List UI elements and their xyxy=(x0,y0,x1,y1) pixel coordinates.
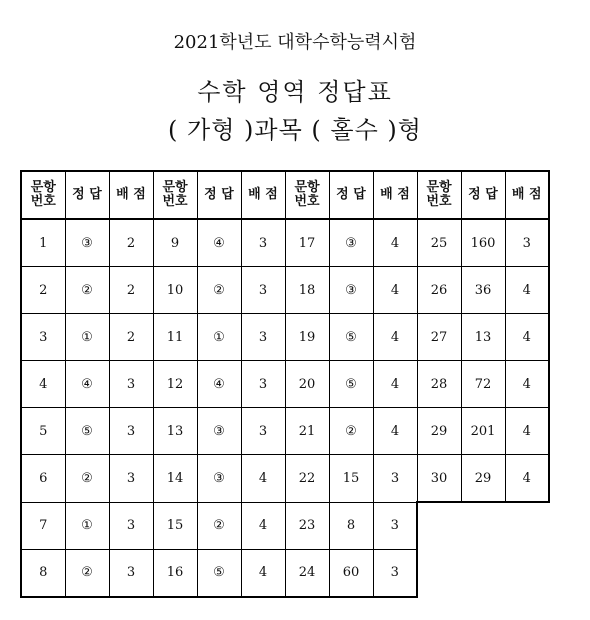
question-number: 26 xyxy=(417,267,461,314)
header-answer: 정 답 xyxy=(461,171,505,219)
question-number: 16 xyxy=(153,549,197,597)
correct-answer: ④ xyxy=(197,219,241,267)
question-number: 29 xyxy=(417,408,461,455)
correct-answer: ③ xyxy=(197,408,241,455)
question-number: 10 xyxy=(153,267,197,314)
empty-cell xyxy=(461,502,505,549)
question-number: 18 xyxy=(285,267,329,314)
empty-cell xyxy=(505,549,549,597)
correct-answer: ② xyxy=(65,455,109,503)
score-value: 4 xyxy=(241,549,285,597)
question-number: 17 xyxy=(285,219,329,267)
question-number: 24 xyxy=(285,549,329,597)
correct-answer: ③ xyxy=(197,455,241,503)
question-number: 4 xyxy=(21,361,65,408)
correct-answer: ⑤ xyxy=(65,408,109,455)
question-number: 7 xyxy=(21,502,65,549)
empty-cell xyxy=(505,502,549,549)
score-value: 4 xyxy=(373,314,417,361)
correct-answer: ④ xyxy=(65,361,109,408)
question-number: 8 xyxy=(21,549,65,597)
question-number: 5 xyxy=(21,408,65,455)
score-value: 4 xyxy=(373,219,417,267)
score-value: 3 xyxy=(373,549,417,597)
answer-sheet-title: 수학 영역 정답표 xyxy=(197,78,393,106)
score-value: 3 xyxy=(241,361,285,408)
table-row xyxy=(21,267,549,314)
correct-answer: 29 xyxy=(461,455,505,503)
score-value: 4 xyxy=(505,408,549,455)
header-score: 배 점 xyxy=(505,171,549,219)
correct-answer: ① xyxy=(197,314,241,361)
question-number: 1 xyxy=(21,219,65,267)
exam-title: 2021학년도 대학수학능력시험 xyxy=(173,32,417,53)
correct-answer: 36 xyxy=(461,267,505,314)
correct-answer: ③ xyxy=(65,219,109,267)
header-score: 배 점 xyxy=(373,171,417,219)
score-value: 3 xyxy=(505,219,549,267)
question-number: 25 xyxy=(417,219,461,267)
score-value: 2 xyxy=(109,314,153,361)
score-value: 3 xyxy=(109,408,153,455)
correct-answer: 201 xyxy=(461,408,505,455)
correct-answer: ① xyxy=(65,314,109,361)
score-value: 3 xyxy=(109,549,153,597)
score-value: 3 xyxy=(373,502,417,549)
correct-answer: ② xyxy=(197,267,241,314)
question-number: 2 xyxy=(21,267,65,314)
score-value: 3 xyxy=(241,219,285,267)
score-value: 4 xyxy=(505,455,549,503)
header-number: 문항 번호 xyxy=(285,171,329,219)
header-answer: 정 답 xyxy=(329,171,373,219)
correct-answer: 72 xyxy=(461,361,505,408)
table-row xyxy=(21,502,549,549)
table-row xyxy=(21,314,549,361)
score-value: 4 xyxy=(241,502,285,549)
question-number: 21 xyxy=(285,408,329,455)
question-number: 20 xyxy=(285,361,329,408)
correct-answer: ② xyxy=(197,502,241,549)
score-value: 3 xyxy=(109,361,153,408)
correct-answer: ② xyxy=(65,267,109,314)
score-value: 3 xyxy=(241,408,285,455)
empty-cell xyxy=(417,549,461,597)
score-value: 4 xyxy=(505,361,549,408)
header-score: 배 점 xyxy=(241,171,285,219)
score-value: 4 xyxy=(373,408,417,455)
score-value: 2 xyxy=(109,267,153,314)
correct-answer: ② xyxy=(329,408,373,455)
question-number: 14 xyxy=(153,455,197,503)
header-score: 배 점 xyxy=(109,171,153,219)
score-value: 4 xyxy=(241,455,285,503)
subject-type-line: ( 가형 )과목 ( 홀수 )형 xyxy=(168,116,422,144)
score-value: 3 xyxy=(241,267,285,314)
question-number: 28 xyxy=(417,361,461,408)
empty-cell xyxy=(417,502,461,549)
correct-answer: ② xyxy=(65,549,109,597)
question-number: 15 xyxy=(153,502,197,549)
correct-answer: 8 xyxy=(329,502,373,549)
score-value: 4 xyxy=(373,267,417,314)
question-number: 6 xyxy=(21,455,65,503)
header-number: 문항 번호 xyxy=(153,171,197,219)
table-row xyxy=(21,549,549,597)
correct-answer: ⑤ xyxy=(329,361,373,408)
score-value: 3 xyxy=(109,455,153,503)
header-answer: 정 답 xyxy=(197,171,241,219)
correct-answer: ⑤ xyxy=(329,314,373,361)
table-row xyxy=(21,408,549,455)
question-number: 22 xyxy=(285,455,329,503)
correct-answer: 15 xyxy=(329,455,373,503)
header-number: 문항 번호 xyxy=(21,171,65,219)
score-value: 3 xyxy=(109,502,153,549)
score-value: 2 xyxy=(109,219,153,267)
score-value: 4 xyxy=(505,267,549,314)
correct-answer: ③ xyxy=(329,267,373,314)
empty-cell xyxy=(461,549,505,597)
score-value: 4 xyxy=(373,361,417,408)
correct-answer: ⑤ xyxy=(197,549,241,597)
question-number: 19 xyxy=(285,314,329,361)
question-number: 3 xyxy=(21,314,65,361)
question-number: 27 xyxy=(417,314,461,361)
correct-answer: ④ xyxy=(197,361,241,408)
question-number: 13 xyxy=(153,408,197,455)
answer-table xyxy=(20,170,550,598)
table-header-row xyxy=(21,171,549,219)
correct-answer: 13 xyxy=(461,314,505,361)
table-row xyxy=(21,219,549,267)
question-number: 12 xyxy=(153,361,197,408)
question-number: 9 xyxy=(153,219,197,267)
score-value: 4 xyxy=(505,314,549,361)
header-answer: 정 답 xyxy=(65,171,109,219)
table-row xyxy=(21,361,549,408)
correct-answer: ③ xyxy=(329,219,373,267)
question-number: 11 xyxy=(153,314,197,361)
header-number: 문항 번호 xyxy=(417,171,461,219)
correct-answer: 60 xyxy=(329,549,373,597)
question-number: 23 xyxy=(285,502,329,549)
score-value: 3 xyxy=(241,314,285,361)
correct-answer: 160 xyxy=(461,219,505,267)
table-row xyxy=(21,455,549,503)
question-number: 30 xyxy=(417,455,461,503)
correct-answer: ① xyxy=(65,502,109,549)
score-value: 3 xyxy=(373,455,417,503)
